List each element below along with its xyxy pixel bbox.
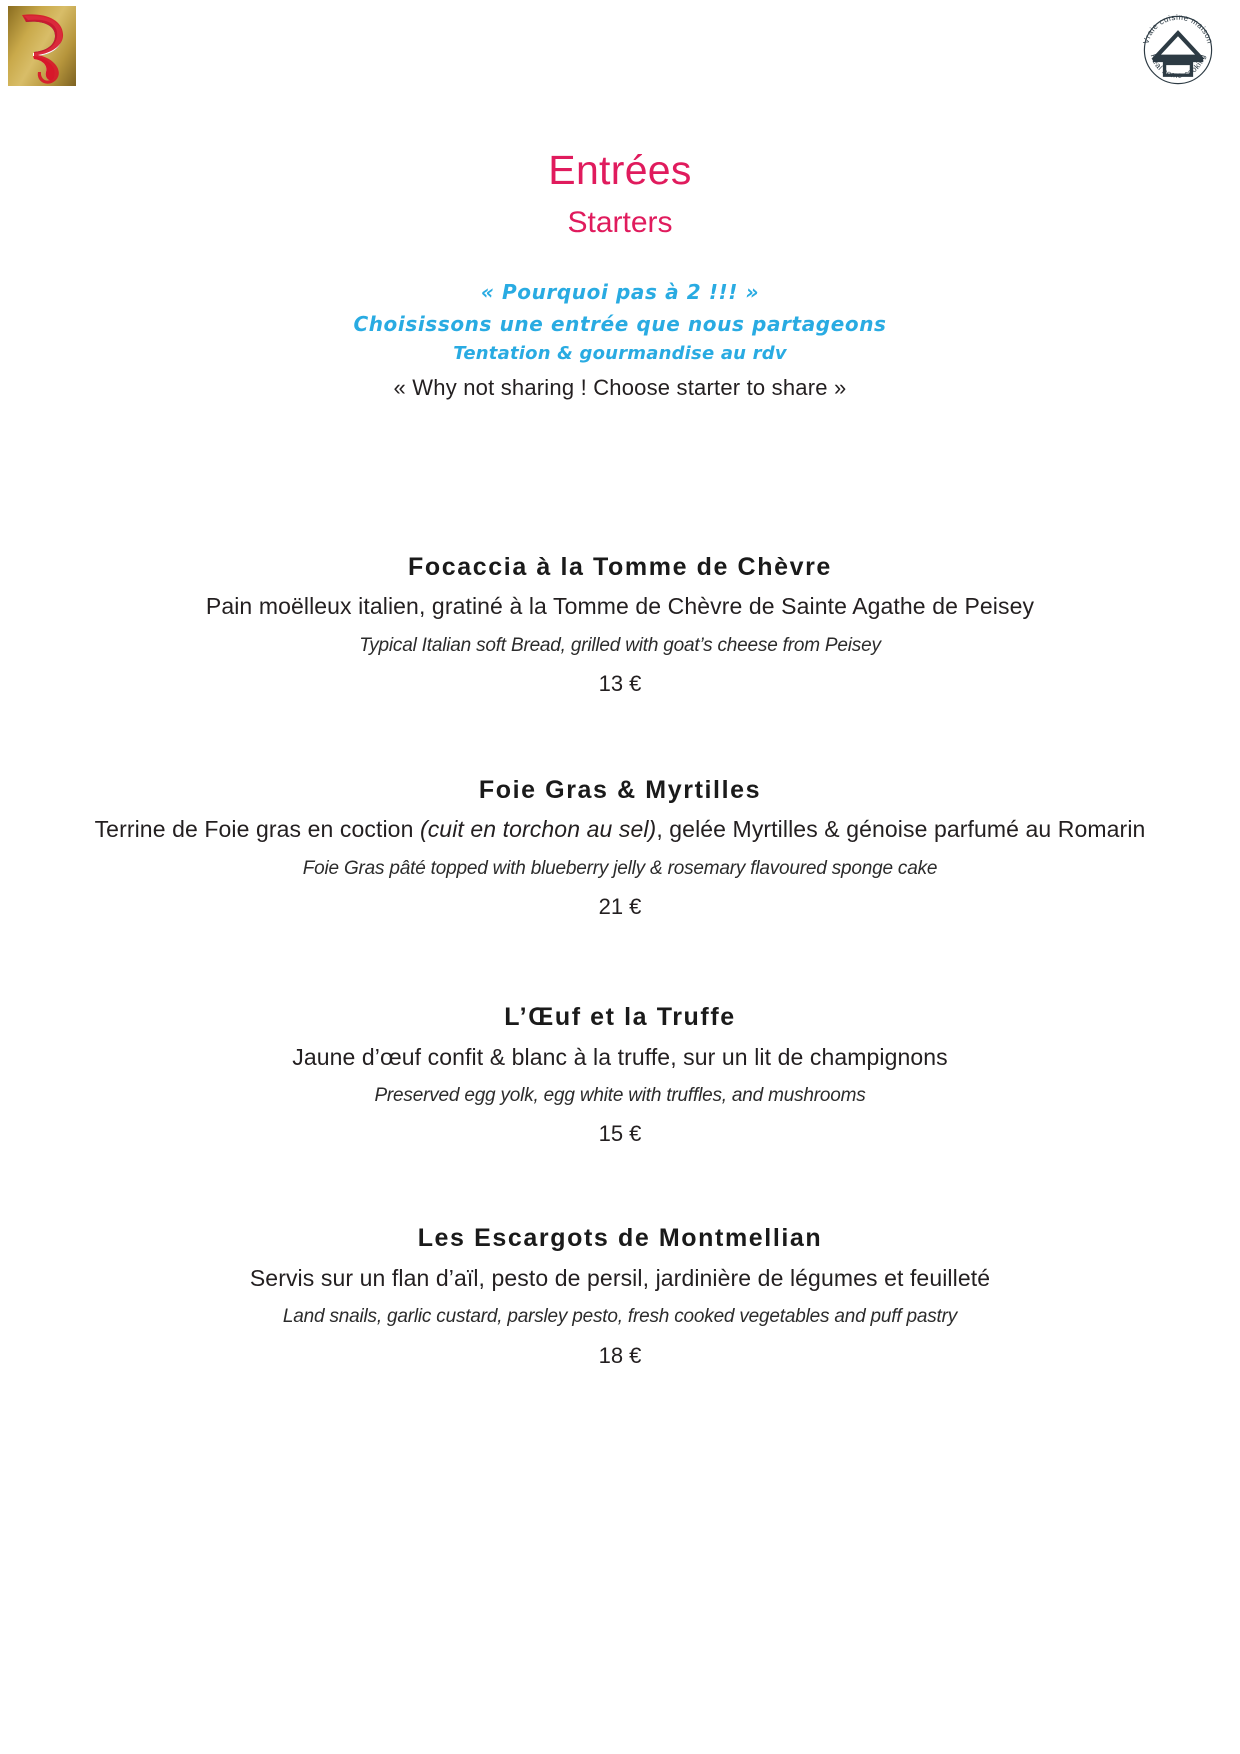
dish-item [0, 774, 1240, 923]
dish-name: Foie Gras & Myrtilles [478, 775, 762, 804]
promo-line-english: « Why not sharing ! Choose starter to share » [393, 374, 847, 400]
dish-item [0, 1222, 1240, 1371]
dish-description-fr [0, 813, 1240, 846]
dish-price: 15 € [598, 1121, 642, 1147]
dish-price: 13 € [598, 671, 642, 697]
dish-name: Les Escargots de Montmellian [417, 1224, 823, 1253]
promo-line-3: Tentation & gourmandise au rdv [453, 342, 787, 364]
dish-description-fr-parenthetical: (cuit en torchon au sel) [419, 816, 657, 843]
dish-description-en: Typical Italian soft Bread, grilled with goat’s cheese from Peisey [359, 634, 881, 656]
dish-name: L’Œuf et la Truffe [504, 1003, 736, 1032]
page-title-fr: Entrées [548, 147, 692, 193]
dish-description-fr: Pain moëlleux italien, gratiné à la Tomme de Chèvre de Sainte Agathe de Peisey [205, 593, 1035, 620]
dish-item [0, 1001, 1240, 1150]
dish-name: Focaccia à la Tomme de Chèvre [408, 552, 832, 581]
dish-list [0, 551, 1240, 1372]
sharing-promo-block [0, 276, 1240, 369]
dish-description-fr: Jaune d’œuf confit & blanc à la truffe, sur un lit de champignons [292, 1043, 948, 1070]
dish-description-en: Land snails, garlic custard, parsley pesto, fresh cooked vegetables and puff pastry [282, 1306, 958, 1328]
page-title-en: Starters [567, 206, 673, 240]
dish-price: 18 € [598, 1342, 642, 1368]
promo-line-1: « Pourquoi pas à 2 !!! » [480, 279, 760, 304]
stamp-top-text: Vraie cuisine maison [1141, 12, 1215, 45]
dish-item [0, 551, 1240, 700]
dish-description-en: Foie Gras pâté topped with blueberry jelly & rosemary flavoured sponge cake [302, 857, 938, 879]
dish-price: 21 € [598, 894, 642, 920]
stamp-bottom-text: Real home cooking [1148, 53, 1208, 80]
dish-description-fr: Servis sur un flan d’aïl, pesto de persil, jardinière de légumes et feuilleté [249, 1264, 991, 1291]
promo-line-2: Choisissons une entrée que nous partageons [353, 311, 887, 336]
dish-description-fr-part2: , gelée Myrtilles & génoise parfumé au Romarin [656, 816, 1146, 843]
dish-description-fr-part1: Terrine de Foie gras en coction [94, 816, 420, 843]
dish-description-en: Preserved egg yolk, egg white with truffles, and mushrooms [374, 1084, 866, 1106]
